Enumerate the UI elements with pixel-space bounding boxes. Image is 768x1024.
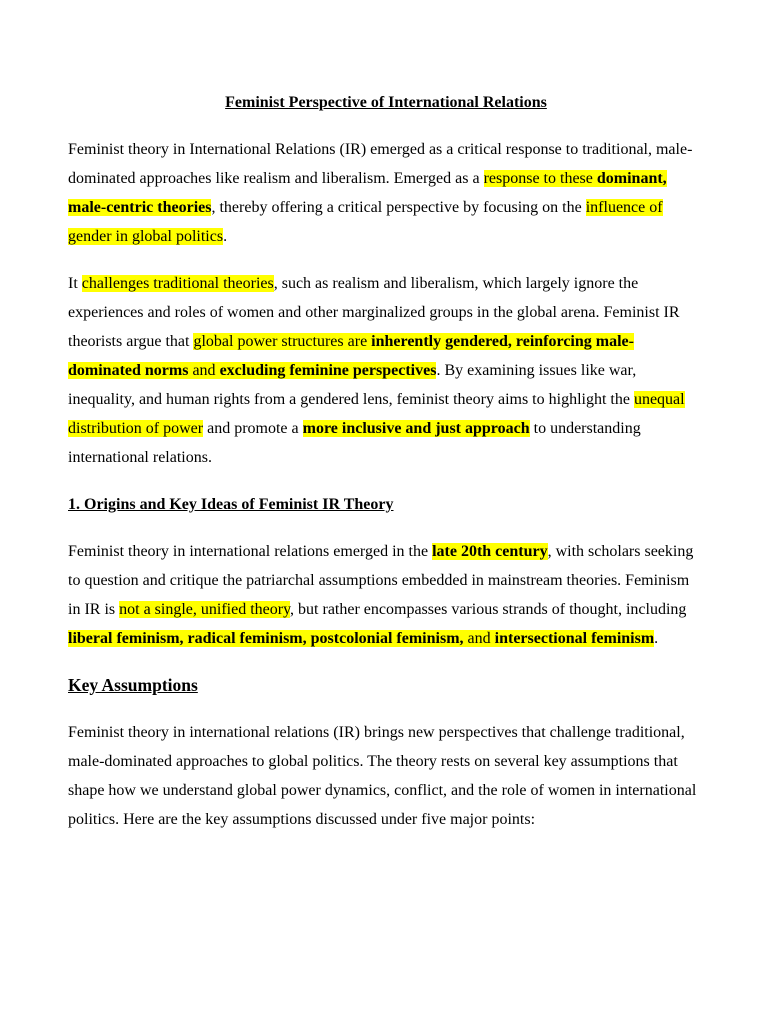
paragraph-intro — [68, 135, 704, 251]
highlight: challenges traditional theories — [81, 275, 274, 292]
text-run: . — [654, 630, 659, 647]
paragraph-challenges — [68, 269, 704, 472]
highlight: not a single, unified theory — [119, 601, 291, 618]
highlight-bold: dominant, male-centric theories — [68, 170, 667, 216]
paragraph-key-assumptions: Feminist theory in international relations (IR) brings new perspectives that challenge traditional, male-dominated approaches to global politics. The theory rests on several key assumptions that shape how we understand global power dynamics, conflict, and the role of women in international politics. Here are the key assumptions discussed under five major points: — [68, 724, 697, 828]
highlight-bold: excluding feminine perspectives — [219, 362, 437, 379]
text-run: . — [223, 228, 228, 245]
highlight-bold: more inclusive and just approach — [302, 420, 530, 437]
paragraph-origins — [68, 537, 704, 653]
text-run: . By examining issues like war, inequality, and human rights from a gendered lens, feminist theory aims to highlight the — [68, 362, 637, 408]
highlight: and — [188, 362, 220, 379]
text-run: and promote a — [203, 420, 303, 437]
text-run: , but rather encompasses various strands of thought, including — [290, 601, 687, 618]
highlight-bold: liberal feminism, radical feminism, postcolonial feminism, — [68, 630, 464, 647]
section-heading-key-assumptions: Key Assumptions — [68, 675, 198, 695]
highlight: and — [463, 630, 495, 647]
document-page — [68, 88, 704, 852]
text-run: to understanding international relations. — [68, 420, 641, 466]
document-title: Feminist Perspective of International Relations — [225, 94, 547, 111]
text-run: Feminist theory in International Relations (IR) emerged as a critical response to traditional, male-dominated approaches like realism and liberalism. Emerged as a — [68, 141, 693, 187]
text-run: , thereby offering a critical perspective by focusing on the — [211, 199, 586, 216]
highlight-bold: inherently gendered, reinforcing male-dominated norms — [68, 333, 634, 379]
highlight: global power structures are — [193, 333, 372, 350]
highlight: response to these — [483, 170, 597, 187]
highlight-bold: late 20th century — [432, 543, 548, 560]
text-run: , such as realism and liberalism, which largely ignore the experiences and roles of women and other marginalized groups in the global arena. Feminist IR theorists argue that — [68, 275, 680, 350]
text-run: , with scholars seeking to question and critique the patriarchal assumptions embedded in mainstream theories. Feminism in IR is — [68, 543, 694, 618]
highlight: influence of gender in global politics — [68, 199, 663, 245]
text-run: It — [68, 275, 82, 292]
text-run: Feminist theory in international relations emerged in the — [68, 543, 433, 560]
highlight: unequal distribution of power — [68, 391, 685, 437]
section-heading-origins: 1. Origins and Key Ideas of Feminist IR Theory — [68, 496, 394, 513]
highlight-bold: intersectional feminism — [494, 630, 655, 647]
